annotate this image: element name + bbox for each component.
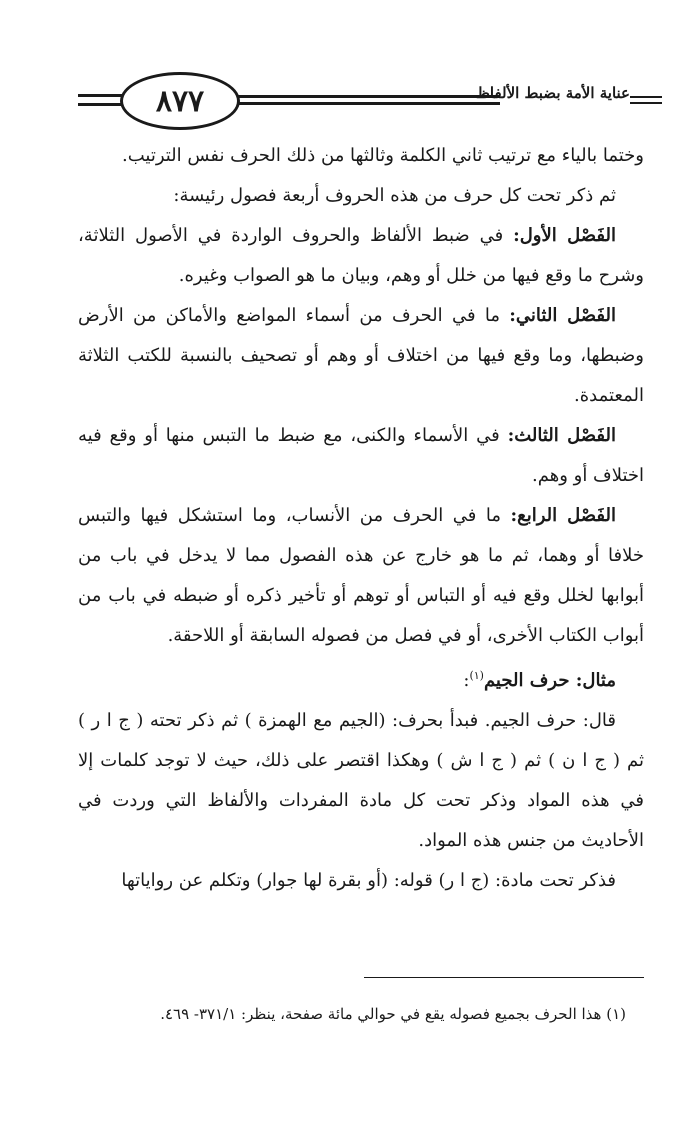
paragraph-example-body: قال: حرف الجيم. فبدأ بحرف: (الجيم مع الهمزة ) ثم ذكر تحته ( ج ا ر ) ثم ( ج ا ن ) ثم ( ج ا ش ) وهكذا اقتصر على ذلك، حيث لا توجد كلمات إلا في هذه المواد وذكر تحت كل مادة المفردات والألفاظ التي وردت في الأحاديث من جنس هذه المواد. (78, 710, 644, 851)
section-1-heading: الفَصْل الأول: (513, 225, 616, 246)
running-title: عناية الأمة بضبط الألفاظ (476, 84, 630, 102)
footnote-reference[interactable]: (١) (469, 669, 484, 682)
section-4-text: ما في الحرف من الأنساب، وما استشكل فيها والتبس خلافا أو وهما، ثم ما هو خارج عن هذه الفصول مما لا يدخل في باب من أبوابها لخلل وقع فيه أو التباس أو توهم أو تأخير ذكره أو ضبطه في باب من أبواب الكتاب الأخرى، أو في فصل من فصوله السابقة أو اللاحقة. (78, 505, 644, 646)
footnote-1: (١) هذا الحرف بجميع فصوله يقع في حوالي مائة صفحة، ينظر: ٣٧١/١- ٤٦٩. (160, 1005, 626, 1023)
paragraph-example-heading (78, 656, 644, 701)
section-3-heading: الفَصْل الثالث: (507, 425, 616, 446)
page-number: ٨٧٧ (155, 83, 205, 119)
section-3-text: في الأسماء والكنى، مع ضبط ما التبس منها أو وقع فيه اختلاف أو وهم. (78, 425, 644, 486)
footnote (78, 996, 644, 1032)
section-4-heading: الفَصْل الرابع: (510, 505, 616, 526)
paragraph-example-continued: فذكر تحت مادة: (ج ا ر) قوله: (أو بقرة لها جوار) وتكلم عن رواياتها (121, 870, 616, 891)
body-text (78, 136, 644, 901)
header-rule-right (630, 96, 662, 104)
example-heading: مثال: حرف الجيم (483, 670, 616, 691)
paragraph-section-3 (78, 416, 644, 496)
page-number-badge (120, 72, 240, 130)
paragraph-section-1 (78, 216, 644, 296)
paragraph-section-2 (78, 296, 644, 416)
example-heading-colon: : (463, 670, 470, 691)
section-2-heading: الفَصْل الثاني: (509, 305, 616, 326)
footnote-separator (364, 977, 644, 978)
paragraph-sections-intro: ثم ذكر تحت كل حرف من هذه الحروف أربعة فصول رئيسة: (173, 185, 616, 206)
section-1-text: في ضبط الألفاظ والحروف الواردة في الأصول الثلاثة، وشرح ما وقع فيها من خلل أو وهم، وبيان ما هو الصواب وغيره. (78, 225, 644, 286)
paragraph-section-4 (78, 496, 644, 656)
running-header (78, 72, 644, 132)
paragraph-intro: وختما بالياء مع ترتيب ثاني الكلمة وثالثها من ذلك الحرف نفس الترتيب. (121, 145, 644, 166)
header-rule-middle (238, 95, 500, 105)
section-2-text: ما في الحرف من أسماء المواضع والأماكن من الأرض وضبطها، وما وقع فيها من اختلاف أو وهم أو تصحيف بالنسبة للكتب الثلاثة المعتمدة. (78, 305, 644, 406)
